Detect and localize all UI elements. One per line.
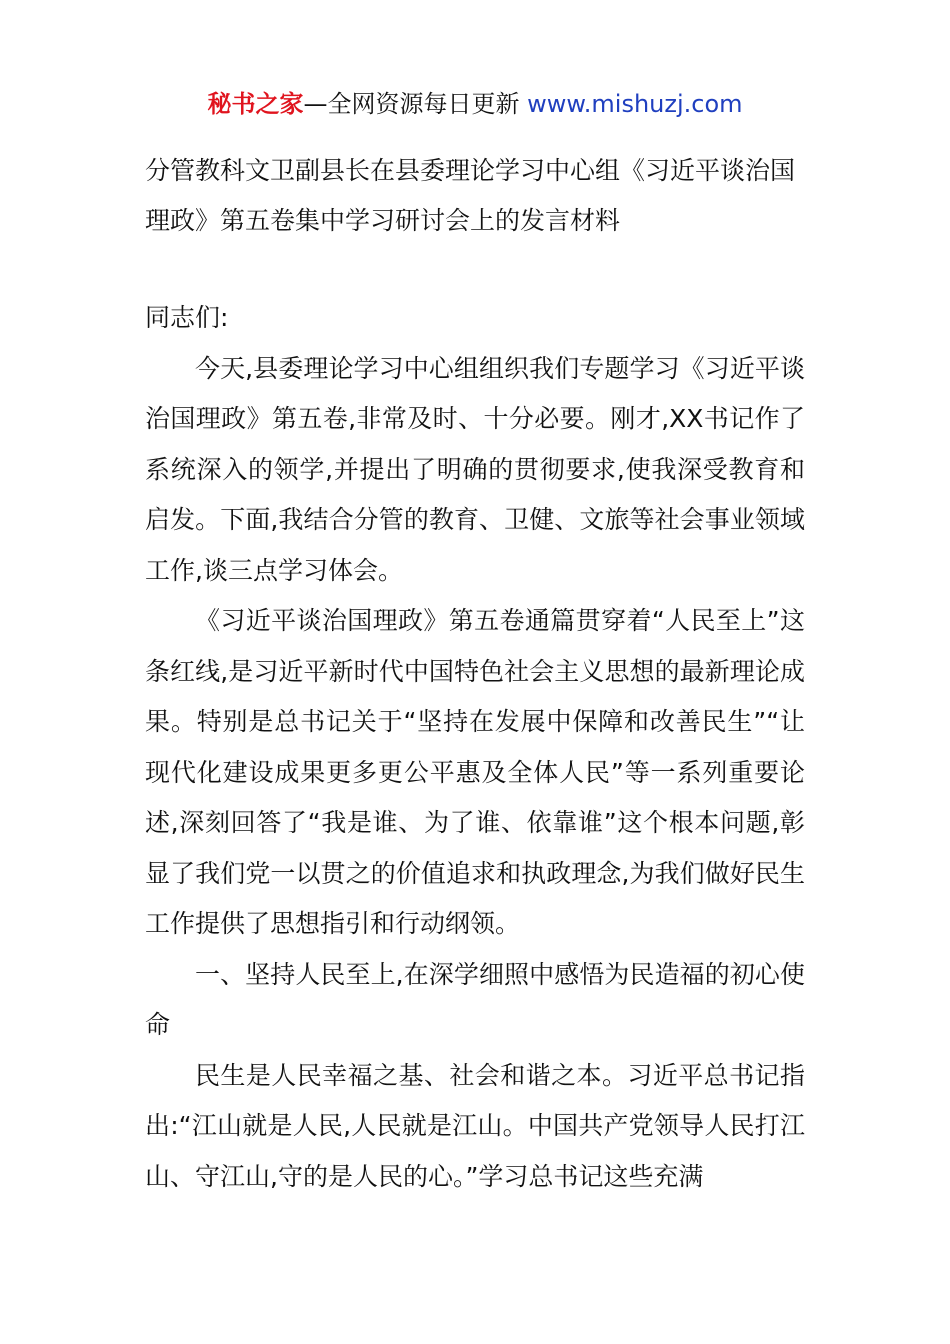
site-url-link[interactable]: www.mishuzj.com bbox=[527, 90, 743, 118]
document-title: 分管教科文卫副县长在县委理论学习中心组《习近平谈治国理政》第五卷集中学习研讨会上的发言材料 bbox=[145, 156, 796, 235]
body-paragraph: 民生是人民幸福之基、社会和谐之本。习近平总书记指出:“江山就是人民,人民就是江山。中国共产党领导人民打江山、守江山,守的是人民的心。”学习总书记这些充满 bbox=[145, 1060, 805, 1191]
section-heading: 一、坚持人民至上,在深学细照中感悟为民造福的初心使命 bbox=[145, 959, 805, 1039]
salutation: 同志们: bbox=[145, 303, 229, 332]
brand-name: 秘书之家 bbox=[207, 90, 304, 118]
header-tagline: —全网资源每日更新 bbox=[303, 90, 528, 118]
body-paragraph: 今天,县委理论学习中心组组织我们专题学习《习近平谈治国理政》第五卷,非常及时、十分必要。刚才,XX书记作了系统深入的领学,并提出了明确的贯彻要求,使我深受教育和启发。下面,我结合分管的教育、卫健、文旅等社会事业领域工作,谈三点学习体会。 bbox=[145, 353, 805, 585]
body-paragraph: 《习近平谈治国理政》第五卷通篇贯穿着“人民至上”这条红线,是习近平新时代中国特色社会主义思想的最新理论成果。特别是总书记关于“坚持在发展中保障和改善民生”“让现代化建设成果更多更公平惠及全体人民”等一系列重要论述,深刻回答了“我是谁、为了谁、依靠谁”这个根本问题,彰显了我们党一以贯之的价值追求和执政理念,为我们做好民生工作提供了思想指引和行动纲领。 bbox=[145, 606, 805, 938]
document-body bbox=[145, 293, 805, 1202]
site-header bbox=[0, 86, 950, 122]
